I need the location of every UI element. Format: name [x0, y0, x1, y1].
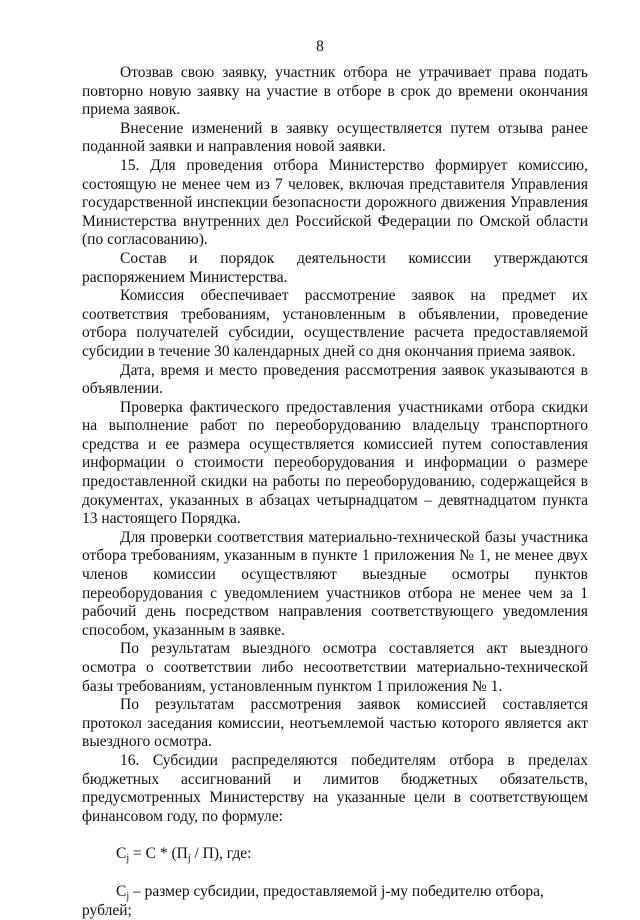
definition-symbol: С — [116, 882, 127, 900]
paragraph: Комиссия обеспечивает рассмотрение заявок на предмет их соответствия требованиям, установленным в объявлении, проведение отбора получателей субсидии, осуществление расчета предоставляемой субсидии в течение 30 календарных дней со дня окончания приема заявок. — [82, 287, 588, 360]
definition-text: – размер субсидии, предоставляемой j-му победителю отбора, рублей; — [82, 882, 544, 919]
subsidy-formula — [82, 845, 588, 864]
formula-subscript: j — [126, 853, 130, 865]
paragraph: 16. Субсидии распределяются победителям отбора в пределах бюджетных ассигнований и лимитов бюджетных обязательств, предусмотренных Министерству на указанные цели в соответствующем финансовом году, по формуле: — [82, 751, 588, 825]
paragraph: Состав и порядок деятельности комиссии утверждаются распоряжением Министерства. — [82, 249, 588, 286]
paragraph: Дата, время и место проведения рассмотрения заявок указываются в объявлении. — [82, 361, 588, 398]
paragraph: 15. Для проведения отбора Министерство формирует комиссию, состоящую не менее чем из 7 человек, включая представителя Управления государственной инспекции безопасности дорожного движения Управления Министерства внутренних дел Российской Федерации по Омской области (по согласованию). — [82, 156, 588, 249]
page-number: 8 — [316, 38, 324, 55]
paragraph: Отозвав свою заявку, участник отбора не утрачивает права подать повторно новую заявку на участие в отборе в срок до времени окончания приема заявок. — [82, 64, 588, 119]
formula-tail: / П), где: — [190, 845, 252, 863]
document-body — [82, 64, 588, 920]
paragraph: Внесение изменений в заявку осуществляется путем отзыва ранее поданной заявки и направления новой заявки. — [82, 119, 588, 156]
paragraph: По результатам рассмотрения заявок комиссией составляется протокол заседания комиссии, неотъемлемой частью которого является акт выездного осмотра. — [82, 696, 588, 751]
formula-middle: = С * (П — [129, 845, 188, 863]
paragraph: Проверка фактического предоставления участниками отбора скидки на выполнение работ по переоборудованию владельцу транспортного средства и ее размера осуществляется комиссией путем сопоставления информации о стоимости переоборудования и информации о размере предоставленной скидки на работы по переоборудованию, содержащейся в документах, указанных в абзацах четырнадцатом – девятнадцатом пункта 13 настоящего Порядка. — [82, 398, 588, 528]
paragraph: Для проверки соответствия материально-технической базы участника отбора требованиям, указанным в пункте 1 приложения № 1, не менее двух членов комиссии осуществляют выездные осмотры пунктов переоборудования с уведомлением участников отбора не менее чем за 1 рабочий день посредством направления соответствующего уведомления способом, указанным в заявке. — [82, 528, 588, 639]
formula-definition — [82, 883, 588, 920]
definition-subscript: j — [126, 890, 130, 902]
paragraph: По результатам выездного осмотра составляется акт выездного осмотра о соответствии либо несоответствии материально-технической базы требованиям, установленным пунктом 1 приложения № 1. — [82, 640, 588, 695]
formula-subscript: j — [187, 853, 191, 865]
formula-symbol: С — [116, 845, 127, 863]
